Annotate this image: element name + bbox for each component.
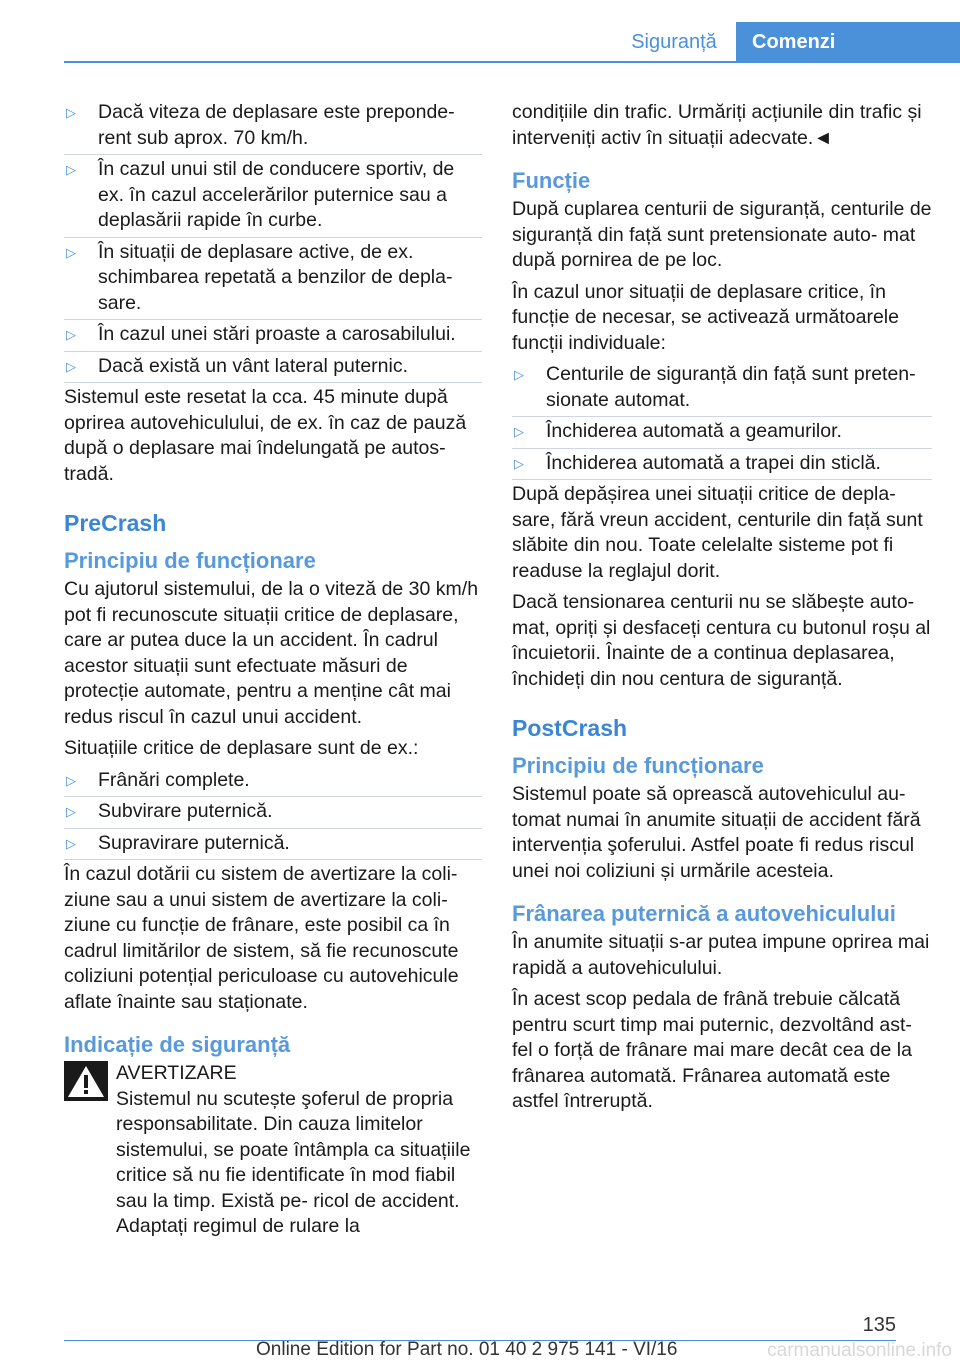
warning-title: AVERTIZARE [116, 1062, 237, 1084]
warning-text: Sistemul nu scutește şoferul de propria responsabilitate. Din cauza limitelor sistemului, se poate întâmpla ca situațiile critice să nu fie identificate în mod fiabil sau la timp. Există pe‐ ricol de accident. Adaptați regimul de rulare la [116, 1087, 471, 1237]
list-item: ▷ Dacă viteza de deplasare este preponde‐ rent sub aprox. 70 km/h. [64, 100, 482, 151]
warning-block [64, 1061, 482, 1240]
watermark: carmanualsonline.info [767, 1340, 952, 1361]
right-column [512, 100, 932, 1121]
critical-list [64, 768, 482, 857]
function-heading: Funcție [512, 168, 591, 193]
list-item: ▷ În cazul unei stări proaste a carosabilului. [64, 322, 482, 348]
after-critical-paragraph: După depășirea unei situații critice de depla‐ sare, fără vreun accident, centurile din față sunt slăbite din nou. Toate celelalte sisteme pot fi readuse la reglajul dorit. [512, 483, 923, 582]
list-item: ▷ Închiderea automată a geamurilor. [512, 419, 932, 445]
list-item: ▷ Frânări complete. [64, 768, 482, 794]
header-rule [64, 61, 960, 63]
principle-heading: Principiu de funcționare [64, 548, 316, 573]
list-item: ▷ Supravirare puternică. [64, 831, 482, 857]
reset-paragraph: Sistemul este resetat la cca. 45 minute după oprirea autovehiculului, de ex. în caz de pauză după o deplasare mai îndelungată pe autos‐ tradă. [64, 386, 467, 485]
precrash-heading: PreCrash [64, 510, 167, 536]
principle-heading: Principiu de funcționare [512, 753, 764, 778]
list-item: ▷ În cazul unui stil de conducere sportiv, de ex. în cazul accelerărilor puternice sau a deplasării rapide în curbe. [64, 157, 482, 234]
function-paragraph: După cuplarea centurii de siguranță, centurile de siguranță din față sunt pretensionate auto‐ mat după pornirea de pe loc. [512, 198, 932, 271]
edition-text: Online Edition for Part no. 01 40 2 975 141 - VI/16 [256, 1339, 678, 1360]
safety-heading: Indicație de siguranță [64, 1032, 291, 1057]
critical-intro: Situațiile critice de deplasare sunt de ex.: [64, 737, 419, 759]
belt-release-paragraph: Dacă tensionarea centurii nu se slăbește auto‐ mat, opriți și desfaceți centura cu butonul roșu al încuietorii. Înainte de a continua deplasarea, închideți din nou centura de siguranță. [512, 591, 931, 690]
collision-paragraph: În cazul dotării cu sistem de avertizare la coli‐ ziune sau a unui sistem de avertizare la coli‐ ziune cu funcție de frânare, este posibil ca în cadrul limitărilor de sistem, să fie recunoscute coliziuni potențial periculoase cu autovehicule aflate înainte sau staționate. [64, 863, 459, 1013]
principle-paragraph: Cu ajutorul sistemului, de la o viteză de 30 km/h pot fi recunoscute situații critice de deplasare, care ar putea duce la un accident. În cadrul acestor situații sunt efectuate măsuri de protecție automate, pentru a menține cât mai redus riscul în cazul unui accident. [64, 578, 479, 728]
braking-paragraph-1: În anumite situații s-ar putea impune oprirea mai rapidă a autovehiculului. [512, 931, 930, 979]
header-section-tab: Siguranță [631, 31, 717, 53]
functions-list [512, 362, 932, 476]
warning-triangle-icon [64, 1061, 108, 1101]
postcrash-heading: PostCrash [512, 715, 628, 741]
function-critical-paragraph: În cazul unor situații de deplasare critice, în funcție de necesar, se activează următoarele funcții individuale: [512, 280, 899, 354]
list-item: ▷ Subvirare puternică. [64, 799, 482, 825]
list-item: ▷ Centurile de siguranță din față sunt preten‐ sionate automat. [512, 362, 932, 413]
left-column [64, 100, 482, 1246]
list-item: ▷ În situații de deplasare active, de ex. schimbarea repetată a benzilor de depla‐ sare. [64, 240, 482, 317]
page-number: 135 [862, 1314, 896, 1336]
braking-heading: Frânarea puternică a autovehiculului [512, 901, 896, 926]
traffic-paragraph: condițiile din trafic. Urmăriți acțiunile din trafic și interveniți activ în situații adecvate.◄ [512, 101, 922, 149]
list-item: ▷ Dacă există un vânt lateral puternic. [64, 354, 482, 380]
postcrash-paragraph: Sistemul poate să oprească autovehiculul au‐ tomat numai în anumite situații de accident fără intervenția şoferului. Astfel poate fi redus riscul unei noi coliziuni și urmările acesteia. [512, 783, 921, 882]
header-chapter-tab: Comenzi [736, 22, 960, 62]
list-item: ▷ Închiderea automată a trapei din sticlă. [512, 451, 932, 477]
braking-paragraph-2: În acest scop pedala de frână trebuie călcată pentru scurt timp mai puternic, dezvoltând ast‐ fel o forță de frânare mai mare decât cea de la frânarea automată. Frânarea automată este astfel întreruptă. [512, 988, 912, 1112]
conditions-list [64, 100, 482, 379]
